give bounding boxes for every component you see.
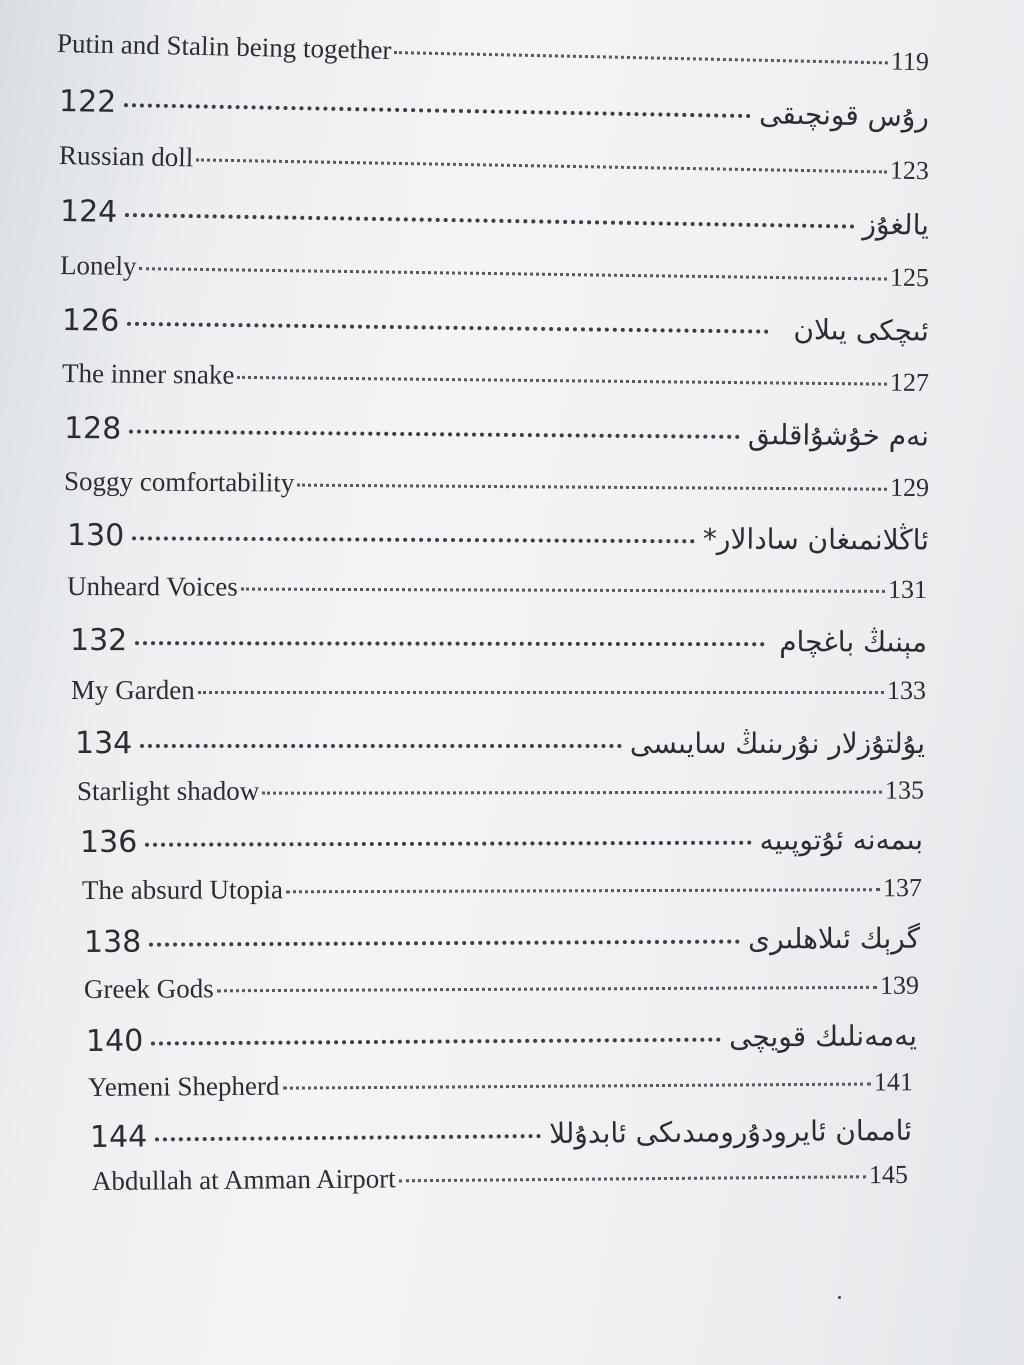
dot-leader — [198, 691, 884, 694]
dot-leader — [297, 484, 887, 491]
toc-entry-page-number: 123 — [889, 155, 930, 186]
toc-entry-page-number: 131 — [887, 574, 928, 605]
toc-entry-english — [92, 1159, 908, 1206]
dot-leader — [124, 103, 751, 118]
toc-entry-title: Lonely — [59, 250, 137, 282]
toc-entry-page-number: 140 — [85, 1023, 144, 1059]
dot-leader — [132, 536, 695, 543]
toc-entry-title: Soggy comfortability — [63, 466, 295, 498]
dot-leader — [237, 376, 887, 386]
toc-entry-english — [62, 358, 929, 407]
dot-leader — [140, 744, 622, 748]
toc-entry-title: ئاممان ئايرودۇرومىدىكى ئابدۇللا — [548, 1113, 913, 1150]
toc-entry-title: يالغۇز — [862, 207, 930, 242]
toc-entry-page-number: 126 — [61, 303, 120, 339]
toc-entry-title: Unheard Voices — [66, 571, 238, 602]
dot-leader — [139, 267, 886, 280]
dot-leader — [399, 1175, 866, 1182]
toc-entry-english — [57, 28, 930, 86]
toc-entry-english — [67, 571, 927, 614]
toc-entry-title: Starlight shadow — [76, 775, 260, 806]
dot-leader — [125, 213, 854, 228]
toc-entry-page-number: 122 — [58, 84, 117, 120]
toc-entry-page-number: 135 — [884, 775, 925, 805]
toc-entry-page-number: 139 — [879, 970, 920, 1000]
toc-entry-page-number: 144 — [89, 1119, 148, 1155]
toc-entry-uyghur — [64, 411, 929, 459]
toc-entry-title: ئاڭلانمىغان سادالار* — [702, 522, 930, 557]
page-speck — [838, 1296, 841, 1299]
toc-entry-uyghur — [59, 84, 930, 139]
toc-entry-page-number: 124 — [59, 194, 118, 230]
toc-entry-page-number: 127 — [889, 367, 930, 398]
toc-entry-title: Putin and Stalin being together — [56, 28, 392, 66]
toc-entry-english — [82, 872, 922, 915]
toc-entry-title: گرېك ئىلاھلىرى — [748, 921, 921, 956]
dot-leader — [217, 986, 877, 992]
toc-entry-title: يۇلتۇزلار نۇرىنىڭ سايىسى — [629, 727, 925, 760]
toc-entry-english — [71, 675, 926, 715]
dot-leader — [149, 940, 740, 947]
toc-entry-page-number: 130 — [66, 518, 125, 554]
toc-entry-title: Greek Gods — [83, 973, 214, 1004]
dot-leader — [129, 430, 740, 439]
toc-entry-uyghur — [80, 822, 923, 865]
dot-leader — [135, 641, 765, 646]
toc-entry-page-number: 129 — [889, 472, 930, 503]
toc-entry-page-number: 125 — [889, 262, 930, 293]
toc-entry-page-number: 136 — [79, 824, 138, 860]
toc-entry-page-number: 145 — [868, 1159, 909, 1190]
toc-entry-english — [64, 466, 929, 512]
toc-entry-page-number: 141 — [873, 1067, 914, 1097]
toc-entry-title: Yemeni Shepherd — [87, 1070, 280, 1102]
toc-entry-english — [77, 775, 924, 816]
toc-entry-page-number: 132 — [69, 623, 128, 659]
dot-leader — [286, 888, 880, 893]
toc-entry-english — [88, 1066, 913, 1112]
toc-entry-title: نەم خۇشۇاقلىق — [747, 417, 930, 453]
dot-leader — [151, 1038, 721, 1046]
toc-entry-title: The inner snake — [61, 358, 235, 390]
toc-entry-uyghur — [67, 518, 929, 563]
toc-entry-english — [84, 970, 919, 1014]
dot-leader — [196, 158, 887, 173]
toc-entry-uyghur — [70, 623, 927, 664]
toc-entry-uyghur — [62, 303, 929, 354]
toc-entry-title: يەمەنلىك قويچى — [728, 1019, 918, 1054]
toc-entry-title: My Garden — [71, 675, 195, 705]
toc-entry-uyghur — [60, 194, 930, 248]
toc-entry-page-number: 128 — [63, 411, 122, 447]
toc-entry-uyghur — [90, 1113, 912, 1160]
toc-entry-page-number: 137 — [882, 873, 923, 903]
dot-leader — [241, 588, 885, 593]
toc-entry-page-number: 133 — [887, 676, 926, 705]
toc-entry-title: ئىچكى يىلان — [793, 312, 930, 348]
toc-entry-title: Abdullah at Amman Airport — [91, 1163, 396, 1196]
toc-entry-page-number: 119 — [890, 46, 930, 77]
dot-leader — [145, 841, 751, 847]
dot-leader — [282, 1083, 871, 1090]
toc-entry-title: بىمەنە ئۇتوپىيە — [759, 823, 924, 857]
toc-entry-title: The absurd Utopia — [81, 874, 283, 905]
toc-entry-title: رۇس قونچىقى — [758, 97, 930, 134]
toc-entry-english — [60, 250, 929, 302]
toc-entry-page-number: 138 — [83, 924, 142, 960]
toc-entry-uyghur — [75, 726, 925, 766]
toc-entry-uyghur — [84, 921, 920, 965]
toc-entry-page-number: 134 — [75, 726, 133, 761]
dot-leader — [127, 322, 769, 334]
toc-entry-title: Russian doll — [58, 140, 194, 173]
toc-entry-english — [59, 140, 930, 195]
dot-leader — [262, 791, 882, 795]
toc-entry-title: مېنىڭ باغچام — [779, 625, 928, 659]
dot-leader — [155, 1134, 541, 1141]
toc-entry-uyghur — [86, 1018, 917, 1064]
dot-leader — [394, 51, 887, 64]
